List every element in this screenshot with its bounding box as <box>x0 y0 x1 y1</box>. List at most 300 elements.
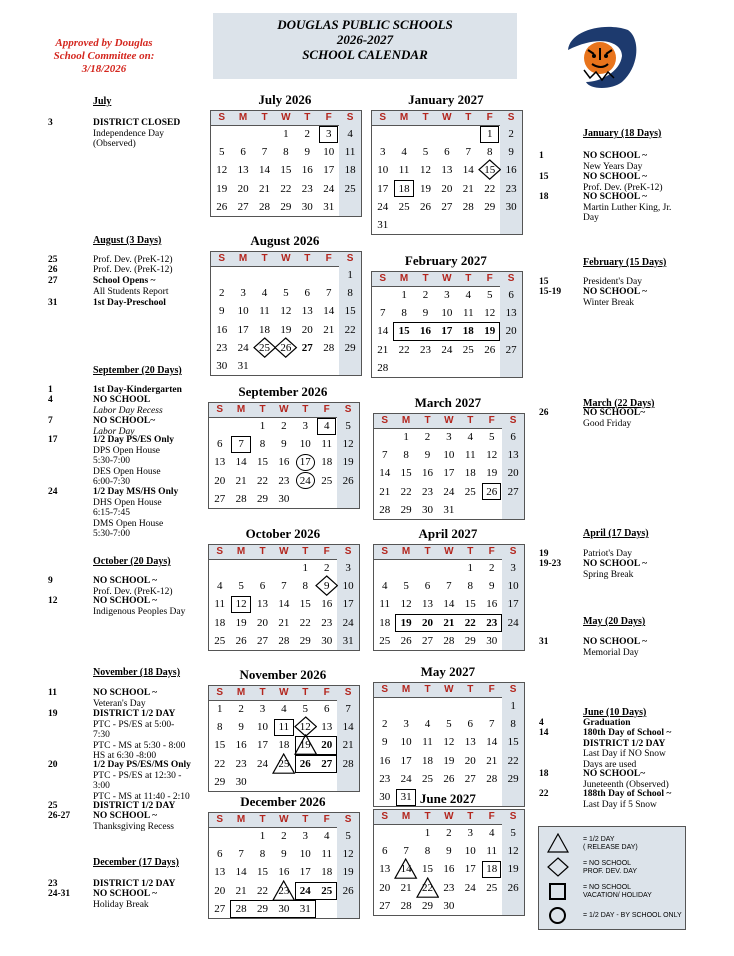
event-date: 31 <box>48 298 58 308</box>
day-cell: 15 <box>280 164 292 177</box>
weekday-label: F <box>323 687 330 698</box>
day-cell: 1 <box>216 703 223 715</box>
event-line: DMS Open House <box>93 518 164 529</box>
event-date: 26-27 <box>48 811 71 821</box>
day-cell: 9 <box>446 845 452 858</box>
weekday-label: T <box>422 112 429 123</box>
legend-line: VACATION/ HOLIDAY <box>583 892 652 899</box>
event-line: Spring Break <box>583 569 634 580</box>
day-cell: 13 <box>301 305 313 318</box>
day-cell: 2 <box>304 128 311 140</box>
weekday-label: T <box>424 546 431 557</box>
day-cell: 2 <box>424 431 431 443</box>
weekday-label: W <box>444 684 454 695</box>
legend-text <box>583 884 652 900</box>
weekday-label: T <box>424 415 431 426</box>
event-date: 19-23 <box>539 559 562 569</box>
day-cell: 27 <box>507 485 519 498</box>
day-cell: 27 <box>321 757 333 770</box>
day-cell: 14 <box>379 467 391 480</box>
weekday-label: M <box>236 404 246 415</box>
weekday-label: T <box>259 546 266 557</box>
event-line: Last Day if NO Snow <box>583 749 666 759</box>
day-cell: 10 <box>237 305 249 318</box>
diamond-icon <box>547 857 569 882</box>
legend-line: = 1/2 DAY <box>583 836 615 843</box>
event-line: 180th Day of School ~ <box>583 728 672 738</box>
legend-line: = 1/2 DAY - BY SCHOOL ONLY <box>583 912 682 919</box>
day-cell: 13 <box>441 164 453 177</box>
day-cell: 11 <box>462 307 474 320</box>
event-description <box>583 192 671 224</box>
event-description <box>93 576 173 597</box>
day-cell: 16 <box>216 323 228 336</box>
day-cell: 23 <box>379 772 391 785</box>
day-cell: 7 <box>238 848 244 861</box>
day-cell: 14 <box>278 598 290 611</box>
event-line: NO SCHOOL ~ <box>583 559 648 569</box>
day-cell: 9 <box>422 307 429 320</box>
weekday-label: S <box>216 546 224 557</box>
day-cell: 9 <box>424 449 431 462</box>
month-grid <box>371 271 523 378</box>
weekday-label: S <box>344 687 352 698</box>
day-cell: 15 <box>214 739 226 752</box>
day-cell: 20 <box>507 467 519 480</box>
day-cell: 22 <box>256 884 268 897</box>
weekday-label: F <box>486 273 493 284</box>
day-cell: 7 <box>488 718 495 731</box>
event-line: Independence Day <box>93 128 164 139</box>
day-cell: 9 <box>281 848 287 861</box>
day-cell: 14 <box>235 866 247 879</box>
day-cell: 17 <box>441 325 453 338</box>
event-line: Indigenous Peoples Day <box>93 606 186 617</box>
event-description <box>93 276 168 297</box>
day-cell: 30 <box>216 360 228 372</box>
day-cell: 22 <box>398 343 410 356</box>
day-cell: 7 <box>345 703 351 715</box>
month-title: March 2027 <box>414 395 482 410</box>
weekday-label: M <box>236 814 246 825</box>
weekday-label: F <box>488 415 495 426</box>
day-cell: 21 <box>278 616 290 629</box>
weekday-label: T <box>302 404 309 415</box>
day-cell: 2 <box>218 287 225 300</box>
weekday-label: M <box>401 546 411 557</box>
day-cell: 20 <box>464 754 476 767</box>
day-cell: 24 <box>342 616 354 629</box>
day-cell: 5 <box>446 718 452 731</box>
event-description <box>93 879 175 890</box>
event-description <box>93 487 178 540</box>
event-line: (Observed) <box>93 139 136 149</box>
day-cell: 8 <box>424 845 431 858</box>
day-cell: 24 <box>256 757 268 770</box>
weekday-label: W <box>279 546 289 557</box>
day-cell: 22 <box>299 616 311 629</box>
day-cell: 25 <box>278 757 290 770</box>
weekday-label: T <box>424 811 431 822</box>
triangle-icon <box>547 833 569 858</box>
weekday-label: T <box>467 415 474 426</box>
event-line: Memorial Day <box>583 647 639 658</box>
day-cell: 21 <box>377 343 389 356</box>
day-cell: 17 <box>377 182 389 195</box>
event-date: 7 <box>48 416 53 426</box>
day-cell: 28 <box>278 634 290 647</box>
event-line: Thanksgiving Recess <box>93 821 175 832</box>
event-line: DES Open House <box>93 466 161 477</box>
event-description <box>93 801 175 812</box>
day-cell: 5 <box>238 580 244 593</box>
event-line: 188th Day of School ~ <box>583 789 672 799</box>
weekday-label: T <box>465 273 472 284</box>
weekday-label: F <box>325 253 332 264</box>
day-cell: 1 <box>259 420 266 432</box>
weekday-label: F <box>323 546 330 557</box>
day-cell: 2 <box>422 289 429 301</box>
day-cell: 1 <box>510 700 516 712</box>
day-cell: 11 <box>321 848 332 861</box>
day-cell: 4 <box>323 420 330 432</box>
weekday-label: S <box>216 687 224 698</box>
event-line: DHS Open House <box>93 497 162 508</box>
event-line: 1/2 Day PS/ES Only <box>93 435 175 445</box>
event-line: PTC - PS/ES at 5:00- <box>93 719 175 730</box>
weekday-label: F <box>488 811 495 822</box>
day-cell: 27 <box>301 341 313 354</box>
month-summary-heading: July <box>93 96 112 107</box>
legend-row <box>539 881 685 903</box>
day-cell: 17 <box>256 739 268 752</box>
event-line: NO SCHOOL~ <box>93 416 156 426</box>
day-cell: 1 <box>486 128 493 140</box>
month-title: July 2026 <box>258 92 312 107</box>
vacation-range-box <box>395 614 502 632</box>
event-line: Labor Day <box>93 426 135 437</box>
event-description <box>93 298 166 309</box>
day-cell: 30 <box>278 492 290 505</box>
calendar-title: SCHOOL CALENDAR <box>302 47 428 62</box>
event-line: Last Day if 5 Snow <box>583 799 657 810</box>
day-cell: 12 <box>280 305 292 318</box>
day-cell: 24 <box>377 200 389 213</box>
day-cell: 14 <box>377 325 389 338</box>
day-cell: 17 <box>342 598 354 611</box>
day-cell: 2 <box>281 830 287 842</box>
month-title: October 2026 <box>245 526 321 541</box>
day-cell: 15 <box>421 863 433 876</box>
day-cell: 22 <box>214 757 226 770</box>
month-grid <box>208 685 360 792</box>
day-cell: 22 <box>507 754 519 767</box>
day-cell: 23 <box>301 182 313 195</box>
legend-text <box>583 912 682 920</box>
day-cell: 14 <box>400 863 412 876</box>
day-cell: 24 <box>441 343 453 356</box>
day-cell: 8 <box>259 848 266 861</box>
month-summary-heading: February (15 Days) <box>583 257 667 268</box>
day-cell: 5 <box>486 289 493 301</box>
day-cell: 10 <box>441 307 453 320</box>
day-cell: 30 <box>235 775 247 788</box>
day-cell: 31 <box>323 200 335 213</box>
event-line: 7:30 <box>93 730 110 740</box>
day-cell: 29 <box>484 200 496 213</box>
day-cell: 31 <box>400 791 412 803</box>
day-cell: 1 <box>424 827 431 839</box>
day-cell: 11 <box>214 598 225 611</box>
month-title: January 2027 <box>408 92 484 107</box>
day-cell: 12 <box>235 598 247 611</box>
weekday-label: S <box>509 546 517 557</box>
event-description <box>583 549 632 560</box>
event-description <box>93 709 185 762</box>
day-cell: 4 <box>216 580 223 593</box>
event-date: 9 <box>48 576 53 586</box>
month-grid <box>210 110 362 217</box>
day-cell: 12 <box>299 721 311 734</box>
day-cell: 18 <box>379 616 391 629</box>
legend-text <box>583 860 637 876</box>
day-cell: 29 <box>421 899 433 912</box>
day-cell: 16 <box>486 598 498 611</box>
day-cell: 18 <box>214 616 226 629</box>
day-cell: 20 <box>321 739 333 752</box>
weekday-label: S <box>509 415 517 426</box>
weekday-label: F <box>323 404 330 415</box>
event-description <box>93 395 163 416</box>
day-cell: 4 <box>347 128 353 140</box>
day-cell: 20 <box>505 325 517 338</box>
day-cell: 2 <box>281 420 287 432</box>
day-cell: 31 <box>443 503 455 516</box>
month-grid <box>373 682 525 807</box>
day-cell: 13 <box>237 164 249 177</box>
weekday-label: S <box>218 112 226 123</box>
day-cell: 29 <box>214 775 226 788</box>
event-line: 3:00 <box>93 781 110 791</box>
day-cell: 26 <box>507 881 519 894</box>
event-line: HS at 6:30 -8:00 <box>93 751 157 761</box>
month-title: April 2027 <box>418 526 478 541</box>
event-line: 5:30-7:00 <box>93 529 130 539</box>
event-date: 11 <box>48 688 57 698</box>
day-cell: 28 <box>342 757 354 770</box>
day-cell: 25 <box>321 474 333 487</box>
day-cell: 21 <box>379 485 391 498</box>
event-line: Veteran's Day <box>93 698 146 709</box>
event-description <box>583 559 647 580</box>
weekday-label: M <box>399 112 409 123</box>
event-description <box>93 811 174 832</box>
event-line: Labor Day Recess <box>93 405 163 416</box>
day-cell: 8 <box>283 146 289 159</box>
day-cell: 18 <box>421 754 433 767</box>
legend-line: = NO SCHOOL <box>583 860 632 867</box>
event-description <box>583 728 671 770</box>
day-cell: 24 <box>464 881 476 894</box>
vacation-range-box <box>230 900 316 918</box>
day-cell: 3 <box>302 830 309 842</box>
day-cell: 14 <box>443 598 455 611</box>
day-cell: 7 <box>261 146 268 159</box>
event-line: DPS Open House <box>93 445 161 456</box>
day-cell: 19 <box>235 616 247 629</box>
day-cell: 25 <box>486 881 498 894</box>
day-cell: 11 <box>464 449 476 462</box>
day-cell: 13 <box>507 449 519 462</box>
month-title: December 2026 <box>240 794 326 809</box>
day-cell: 13 <box>379 863 391 876</box>
day-cell: 11 <box>259 305 270 318</box>
event-line: Prof. Dev. (PreK-12) <box>93 586 173 597</box>
weekday-label: M <box>401 415 411 426</box>
day-cell: 19 <box>299 739 311 752</box>
day-cell: 3 <box>446 431 452 443</box>
day-cell: 12 <box>486 449 498 462</box>
day-cell: 6 <box>467 718 474 731</box>
day-cell: 16 <box>421 467 433 480</box>
event-date: 15-19 <box>539 287 562 297</box>
day-cell: 24 <box>299 474 311 487</box>
weekday-label: W <box>279 687 289 698</box>
day-cell: 15 <box>256 456 268 469</box>
day-cell: 12 <box>342 438 354 451</box>
day-cell: 8 <box>401 307 407 320</box>
day-cell: 30 <box>505 200 517 213</box>
weekday-label: W <box>281 112 291 123</box>
event-line: Prof. Dev. (PreK-12) <box>93 265 173 275</box>
day-cell: 29 <box>344 341 356 354</box>
day-cell: 11 <box>398 164 410 177</box>
day-cell: 6 <box>323 703 330 715</box>
day-cell: 14 <box>235 456 247 469</box>
day-cell: 26 <box>235 634 247 647</box>
day-cell: 25 <box>321 884 333 897</box>
day-cell: 28 <box>377 361 389 374</box>
day-cell: 6 <box>381 845 388 858</box>
day-cell: 17 <box>400 754 412 767</box>
day-cell: 16 <box>505 164 517 177</box>
day-cell: 19 <box>342 456 354 469</box>
month-grid <box>210 251 362 376</box>
day-cell: 21 <box>462 182 474 195</box>
day-cell: 7 <box>381 449 388 462</box>
day-cell: 20 <box>214 474 226 487</box>
event-line: NO SCHOOL~ <box>583 769 646 779</box>
day-cell: 10 <box>323 146 335 159</box>
day-cell: 13 <box>464 736 476 749</box>
day-cell: 11 <box>486 845 497 858</box>
day-cell: 25 <box>421 772 433 785</box>
weekday-label: M <box>236 546 246 557</box>
day-cell: 3 <box>403 718 409 731</box>
day-cell: 21 <box>443 616 455 629</box>
day-cell: 9 <box>238 721 244 734</box>
day-cell: 2 <box>323 562 330 574</box>
day-cell: 31 <box>377 219 389 231</box>
vacation-range-box <box>295 755 338 773</box>
day-cell: 20 <box>301 323 313 336</box>
event-line: DISTRICT 1/2 DAY <box>93 801 176 811</box>
day-cell: 5 <box>488 431 495 443</box>
day-cell: 22 <box>421 881 433 894</box>
day-cell: 3 <box>302 420 309 432</box>
day-cell: 12 <box>507 845 519 858</box>
day-cell: 9 <box>281 438 287 451</box>
event-line: DISTRICT CLOSED <box>93 118 181 128</box>
day-cell: 27 <box>237 200 249 213</box>
event-date: 14 <box>539 728 549 738</box>
day-cell: 15 <box>400 467 412 480</box>
day-cell: 14 <box>323 305 335 318</box>
day-cell: 13 <box>214 866 226 879</box>
day-cell: 10 <box>256 721 268 734</box>
day-cell: 19 <box>280 323 292 336</box>
vacation-range-box <box>295 882 338 900</box>
month-grid <box>208 544 360 651</box>
event-description <box>93 596 185 617</box>
day-cell: 7 <box>281 580 287 593</box>
event-date: 3 <box>48 118 53 128</box>
month-summary-heading: September (20 Days) <box>93 365 182 376</box>
day-cell: 5 <box>422 146 429 159</box>
day-cell: 17 <box>299 866 311 879</box>
day-cell: 5 <box>302 703 309 715</box>
event-line: NO SCHOOL ~ <box>93 811 158 821</box>
day-cell: 3 <box>345 562 351 574</box>
day-cell: 27 <box>441 200 453 213</box>
legend-line: PROF. DEV. DAY <box>583 868 638 875</box>
day-cell: 4 <box>261 287 268 300</box>
day-cell: 29 <box>299 634 311 647</box>
day-cell: 21 <box>400 881 412 894</box>
day-cell: 31 <box>342 634 354 647</box>
day-cell: 1 <box>302 562 309 574</box>
day-cell: 18 <box>321 456 333 469</box>
day-cell: 9 <box>304 146 311 159</box>
weekday-label: S <box>507 112 515 123</box>
event-line: NO SCHOOL ~ <box>583 172 648 182</box>
month-title: May 2027 <box>420 664 476 679</box>
day-cell: 12 <box>443 736 455 749</box>
day-cell: 20 <box>237 182 249 195</box>
event-line: Graduation <box>583 718 631 728</box>
event-date: 25 <box>48 801 58 811</box>
day-cell: 1 <box>467 562 474 574</box>
day-cell: 21 <box>342 739 354 752</box>
day-cell: 26 <box>280 341 292 354</box>
day-cell: 25 <box>258 341 270 354</box>
day-cell: 24 <box>400 772 412 785</box>
day-cell: 4 <box>488 827 495 839</box>
day-cell: 9 <box>218 305 225 318</box>
day-cell: 14 <box>486 736 498 749</box>
event-line: Juneteenth (Observed) <box>583 779 669 790</box>
day-cell: 8 <box>259 438 266 451</box>
day-cell: 4 <box>465 289 472 301</box>
event-description <box>583 769 669 790</box>
day-cell: 24 <box>299 884 311 897</box>
legend-line: ( RELEASE DAY) <box>583 844 638 851</box>
day-cell: 18 <box>321 866 333 879</box>
event-description <box>93 255 173 266</box>
month-summary-heading: June (10 Days) <box>583 707 647 718</box>
month-summary-heading: August (3 Days) <box>93 235 162 246</box>
day-cell: 27 <box>464 772 476 785</box>
